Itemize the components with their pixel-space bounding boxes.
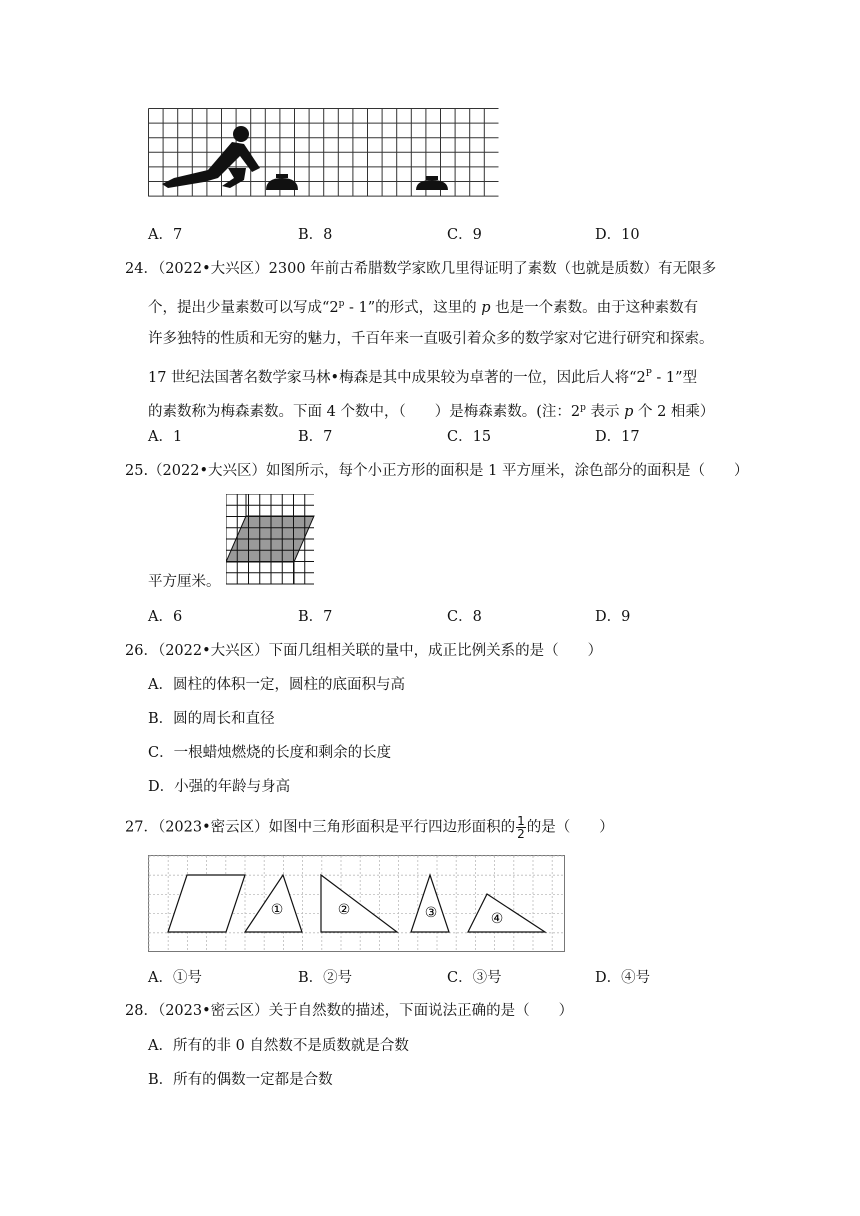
curling-stone-icon: [266, 174, 298, 190]
q24-line-4-b: - 1”型: [651, 369, 698, 386]
q24-line-4-a: 17 世纪法国著名数学家马林•梅森是其中成果较为卓著的一位，因此后人将“2: [148, 369, 646, 386]
q26-option-c[interactable]: C．一根蜡烛燃烧的长度和剩余的长度: [148, 745, 392, 761]
q24-line-4: [148, 364, 697, 388]
q27-fraction-denominator: 2: [517, 827, 525, 841]
q24-line-5-b: 表示: [585, 403, 625, 420]
q25-option-a[interactable]: A．6: [148, 609, 183, 625]
q24-option-a[interactable]: A．1: [148, 429, 183, 445]
q24-exponent-2: P: [645, 369, 652, 379]
q26-option-b[interactable]: B．圆的周长和直径: [148, 711, 275, 727]
q25-option-b[interactable]: B．7: [298, 609, 333, 625]
label-2: ②: [337, 902, 351, 918]
label-3: ③: [424, 905, 438, 921]
label-1: ①: [270, 902, 284, 918]
q27-shapes-figure: [148, 855, 566, 953]
q26-option-a[interactable]: A．圆柱的体积一定，圆柱的底面积与高: [148, 677, 405, 693]
q24-line-5-a: 的素数称为梅森素数。下面 4 个数中，（ ）是梅森素数。(注：2: [148, 403, 581, 420]
curling-stone-target-icon: [416, 176, 448, 190]
q28-stem: 28．（2023•密云区）关于自然数的描述，下面说法正确的是（ ）: [125, 1003, 574, 1019]
q24-line-2-c: 也是一个素数。由于这种素数有: [490, 299, 699, 316]
q27-stem-a: 27．（2023•密云区）如图中三角形面积是平行四边形面积的: [125, 819, 516, 836]
q27-option-d[interactable]: D．④号: [595, 970, 651, 986]
q23-option-c[interactable]: C．9: [447, 227, 482, 243]
q27-fraction: [516, 815, 526, 840]
q24-line-1: 24．（2022•大兴区）2300 年前古希腊数学家欧几里得证明了素数（也就是质数）有无限多: [125, 261, 717, 277]
q24-option-d[interactable]: D．17: [595, 429, 640, 445]
q27-stem: [125, 815, 614, 840]
q27-option-c[interactable]: C．③号: [447, 970, 502, 986]
q23-option-d[interactable]: D．10: [595, 227, 640, 243]
q27-option-a[interactable]: A．①号: [148, 970, 202, 986]
q24-exponent-3: p: [580, 403, 586, 413]
q24-line-3: 许多独特的性质和无穷的魅力，千百年来一直吸引着众多的数学家对它进行研究和探索。: [148, 331, 714, 347]
q27-stem-b: 的是（ ）: [526, 819, 614, 836]
q26-option-d[interactable]: D．小强的年龄与身高: [148, 779, 291, 795]
q26-stem: 26．（2022•大兴区）下面几组相关联的量中，成正比例关系的是（ ）: [125, 643, 603, 659]
q25-stem: 25.（2022•大兴区）如图所示，每个小正方形的面积是 1 平方厘米，涂色部分的面积是（ ）: [125, 463, 749, 479]
q28-option-b[interactable]: B．所有的偶数一定都是合数: [148, 1072, 333, 1088]
q24-line-2-b: - 1”的形式，这里的: [344, 299, 482, 316]
q24-option-b[interactable]: B．7: [298, 429, 333, 445]
q24-option-c[interactable]: C．15: [447, 429, 492, 445]
q25-grid-figure: [226, 494, 318, 586]
q24-line-2-a: 个，提出少量素数可以写成“2: [148, 299, 339, 316]
q28-option-a[interactable]: A．所有的非 0 自然数不是质数就是合数: [148, 1038, 409, 1054]
q24-exponent: p: [338, 299, 345, 309]
curler-silhouette-icon: [162, 126, 260, 188]
q23-option-a[interactable]: A．7: [148, 227, 183, 243]
q27-option-b[interactable]: B．②号: [298, 970, 353, 986]
q25-option-d[interactable]: D．9: [595, 609, 631, 625]
q24-line-5-c: 个 2 相乘）: [633, 403, 715, 420]
curling-grid-figure: [148, 108, 500, 198]
q25-answer-unit: 平方厘米。: [148, 574, 221, 590]
label-4: ④: [490, 911, 504, 927]
q23-option-b[interactable]: B．8: [298, 227, 333, 243]
q27-fraction-numerator: 1: [517, 814, 525, 828]
q25-option-c[interactable]: C．8: [447, 609, 482, 625]
q24-var-p: p: [481, 299, 491, 316]
q24-line-2: [148, 294, 698, 318]
q24-line-5: [148, 398, 714, 422]
q24-var-p-2: p: [624, 403, 634, 420]
